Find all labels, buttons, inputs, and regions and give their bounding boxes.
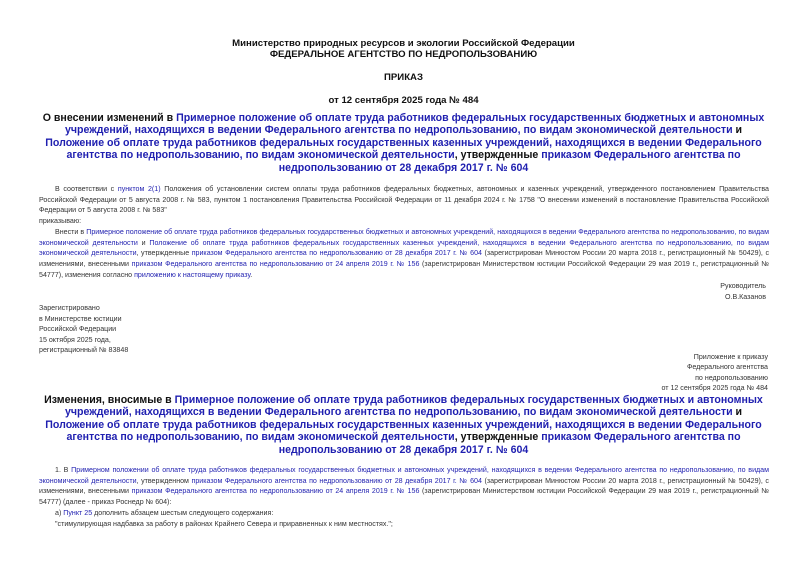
appendix-title xyxy=(36,394,771,456)
text-run: , утвержденные xyxy=(454,431,542,444)
document-link[interactable]: приказом Федерального агентства по недропользованию от 24 апреля 2019 г. № 156 xyxy=(131,260,420,269)
text-run: Изменения, вносимые в xyxy=(44,394,175,406)
document-link[interactable]: Пункт 25 xyxy=(63,509,93,517)
appendix-ref-line: Федерального агентства xyxy=(686,363,768,372)
text-run: В соответствии с xyxy=(55,185,118,193)
text-run: , утвержденные xyxy=(136,249,192,258)
order-paragraph xyxy=(39,227,769,281)
agency-name: ФЕДЕРАЛЬНОЕ АГЕНТСТВО ПО НЕДРОПОЛЬЗОВАНИЮ xyxy=(269,49,538,60)
document-link[interactable]: Положение об оплате труда работников федеральных государственных казенных учреждений, находящихся в ведении Федерального агентства по недропользованию, по видам экономической деятельности xyxy=(39,238,769,258)
appendix-ref-line: по недропользованию xyxy=(695,373,768,382)
ministry-name: Министерство природных ресурсов и экологии Российской Федерации xyxy=(232,38,575,49)
signature-block xyxy=(570,281,766,302)
text-run: и xyxy=(137,238,150,247)
registration-line: в Министерстве юстиции xyxy=(39,314,122,323)
document-link[interactable]: Положение об оплате труда работников федеральных государственных казенных учреждений, находящихся в ведении Федерального агентства по недропользованию, по видам экономической деятельности xyxy=(45,418,762,444)
order-word: приказываю: xyxy=(39,217,82,225)
document-link[interactable]: приказом Федерального агентства по недропользованию от 28 декабря 2017 г. № 604 xyxy=(278,431,741,456)
appendix-ref-line: Приложение к приказу xyxy=(693,353,768,361)
registration-line: Российской Федерации xyxy=(39,325,117,334)
document-link[interactable]: Примерном положении об оплате труда работников федеральных государственных бюджетных и автономных учреждений, находящихся в ведении Федерального агентства по недропользованию, по видам экономической деятельности xyxy=(39,466,770,485)
text-run: Положения об установлении систем оплаты труда работников федеральных бюджетных, автономных и казенных учреждений, утвержденного постановлением Правительства Российской Федерации от 5 августа 2008 г. № 583, пунктом 1 постановления Правительства Российской Федерации от 11 декабря 2024 г. № 1758 "О внесении изменений в постановление Правительства Российской Федерации от 5 августа 2008 г. № 583" xyxy=(39,185,769,215)
text-run: (зарегистрирован Минюстом России 20 марта 2018 г., регистрационный № 50429), с изменениями, внесенными xyxy=(39,249,769,269)
text-run: . xyxy=(250,270,253,279)
document-link[interactable]: приказом Федерального агентства по недропользованию от 28 декабря 2017 г. № 604 xyxy=(191,249,483,258)
document-link[interactable]: приказом Федерального агентства по недропользованию от 28 декабря 2017 г. № 604 xyxy=(278,149,741,174)
registration-line: 15 октября 2025 года, xyxy=(39,335,111,344)
text-run: а) xyxy=(55,509,64,517)
text-run: (зарегистрирован Минюстом России 20 марта 2018 г., регистрационный № 50429), с изменениями, внесенными xyxy=(39,476,769,496)
signature-name: О.В.Казанов xyxy=(724,292,766,301)
text-run: и xyxy=(732,124,743,137)
document-type: ПРИКАЗ xyxy=(384,72,423,83)
appendix-ref-line: от 12 сентября 2025 года № 484 xyxy=(661,384,768,393)
document-date-number: от 12 сентября 2025 года № 484 xyxy=(328,95,479,106)
text-run: , утвержденные xyxy=(454,149,542,162)
document-link[interactable]: Примерное положение об оплате труда работников федеральных государственных бюджетных и автономных учреждений, находящихся в ведении Федерального агентства по недропользованию, по видам экономической деятельности xyxy=(64,112,765,137)
registration-line: регистрационный № 83848 xyxy=(39,346,129,355)
text-run: , утвержденном xyxy=(136,476,192,485)
document-link[interactable]: приказом Федерального агентства по недропользованию от 24 апреля 2019 г. № 156 xyxy=(131,487,420,496)
document-link[interactable]: Положение об оплате труда работников федеральных государственных казенных учреждений, находящихся в ведении Федерального агентства по недропользованию, по видам экономической деятельности xyxy=(45,136,762,162)
document-link[interactable]: пунктом 2(1) xyxy=(117,185,161,193)
document-link[interactable]: приложению к настоящему приказу xyxy=(134,270,251,279)
registration-block xyxy=(39,303,128,356)
text-run: (зарегистрирован Министерством юстиции Российской Федерации 29 мая 2019 г., регистрационный № 54777) (далее - приказ Роснедр № 604): xyxy=(39,487,770,507)
appendix-reference xyxy=(540,352,768,394)
text-run: и xyxy=(732,406,743,419)
text-run: О внесении изменений в xyxy=(42,112,177,124)
text-run: (зарегистрирован Министерством юстиции Российской Федерации 29 мая 2019 г., регистрационный № 54777), изменения согласно xyxy=(39,260,770,279)
text-run: дополнить абзацем шестым следующего содержания: xyxy=(92,509,274,517)
item-1-paragraph xyxy=(39,465,769,508)
text-run: 1. В xyxy=(55,466,72,474)
preamble-paragraph xyxy=(39,184,769,216)
item-1a-paragraph xyxy=(55,508,273,519)
document-link[interactable]: приказом Федерального агентства по недропользованию от 28 декабря 2017 г. № 604 xyxy=(191,476,482,485)
document-title xyxy=(36,112,771,174)
document-link[interactable]: Примерное положение об оплате труда работников федеральных государственных бюджетных и автономных учреждений, находящихся в ведении Федерального агентства по недропользованию, по видам экономической деятельности xyxy=(39,228,769,247)
text-run: Внести в xyxy=(55,228,87,236)
signature-position: Руководитель xyxy=(720,282,766,290)
item-1a-quote: "стимулирующая надбавка за работу в районах Крайнего Севера и приравненных к ним местностях."; xyxy=(55,520,393,528)
registration-line: Зарегистрировано xyxy=(39,304,100,312)
document-link[interactable]: Примерное положение об оплате труда работников федеральных государственных бюджетных и автономных учреждений, находящихся в ведении Федерального агентства по недропользованию, по видам экономической деятельности xyxy=(64,394,763,419)
document-header xyxy=(0,38,807,106)
